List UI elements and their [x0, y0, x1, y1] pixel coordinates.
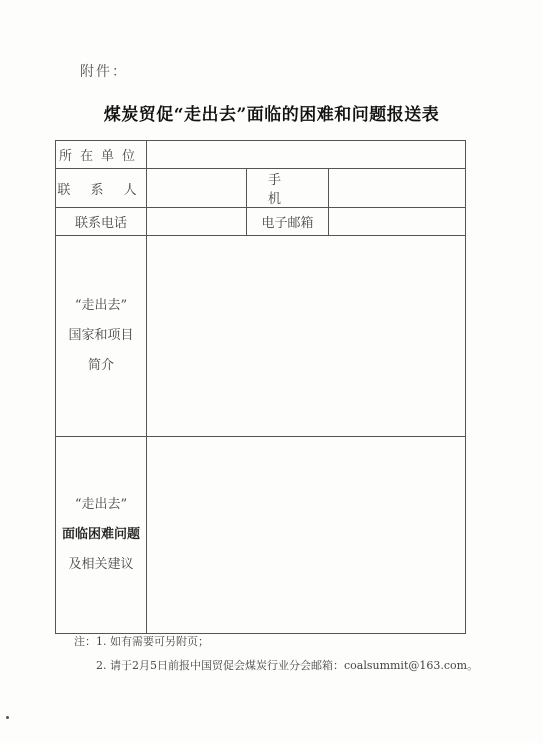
issues-label-line1: “走出去”	[74, 497, 128, 512]
issues-label-line2: 面临困难问题	[61, 527, 140, 542]
mobile-label: 手 机	[247, 169, 329, 208]
email-label: 电子邮箱	[247, 208, 329, 236]
unit-row	[56, 141, 466, 169]
intro-label-line1: “走出去”	[74, 298, 128, 313]
unit-field[interactable]	[147, 141, 466, 169]
note-1: 注：1. 如有需要可另附页；	[74, 635, 209, 648]
note-2: 2. 请于2月5日前报中国贸促会煤炭行业分会邮箱：coalsummit@163.com。	[96, 659, 479, 672]
contact-field[interactable]	[147, 169, 247, 208]
intro-label-line2: 国家和项目	[68, 328, 134, 343]
email-field[interactable]	[329, 208, 466, 236]
phone-field[interactable]	[147, 208, 247, 236]
report-form-table	[55, 140, 466, 634]
unit-label: 所在单位	[56, 141, 147, 169]
notes	[74, 630, 478, 678]
issues-row	[56, 437, 466, 634]
intro-label-line3: 简介	[87, 358, 114, 373]
document-title: 煤炭贸促“走出去”面临的困难和问题报送表	[103, 105, 440, 125]
phone-row	[56, 208, 466, 236]
issues-label	[56, 437, 147, 634]
attachment-label: 附件：	[80, 64, 128, 80]
phone-label: 联系电话	[56, 208, 147, 236]
contact-label: 联 系 人	[56, 169, 147, 208]
intro-label	[56, 236, 147, 437]
intro-row	[56, 236, 466, 437]
issues-field[interactable]	[147, 437, 466, 634]
scan-speck	[6, 716, 9, 719]
issues-label-line3: 及相关建议	[68, 557, 134, 572]
contact-row	[56, 169, 466, 208]
intro-field[interactable]	[147, 236, 466, 437]
mobile-field[interactable]	[329, 169, 466, 208]
